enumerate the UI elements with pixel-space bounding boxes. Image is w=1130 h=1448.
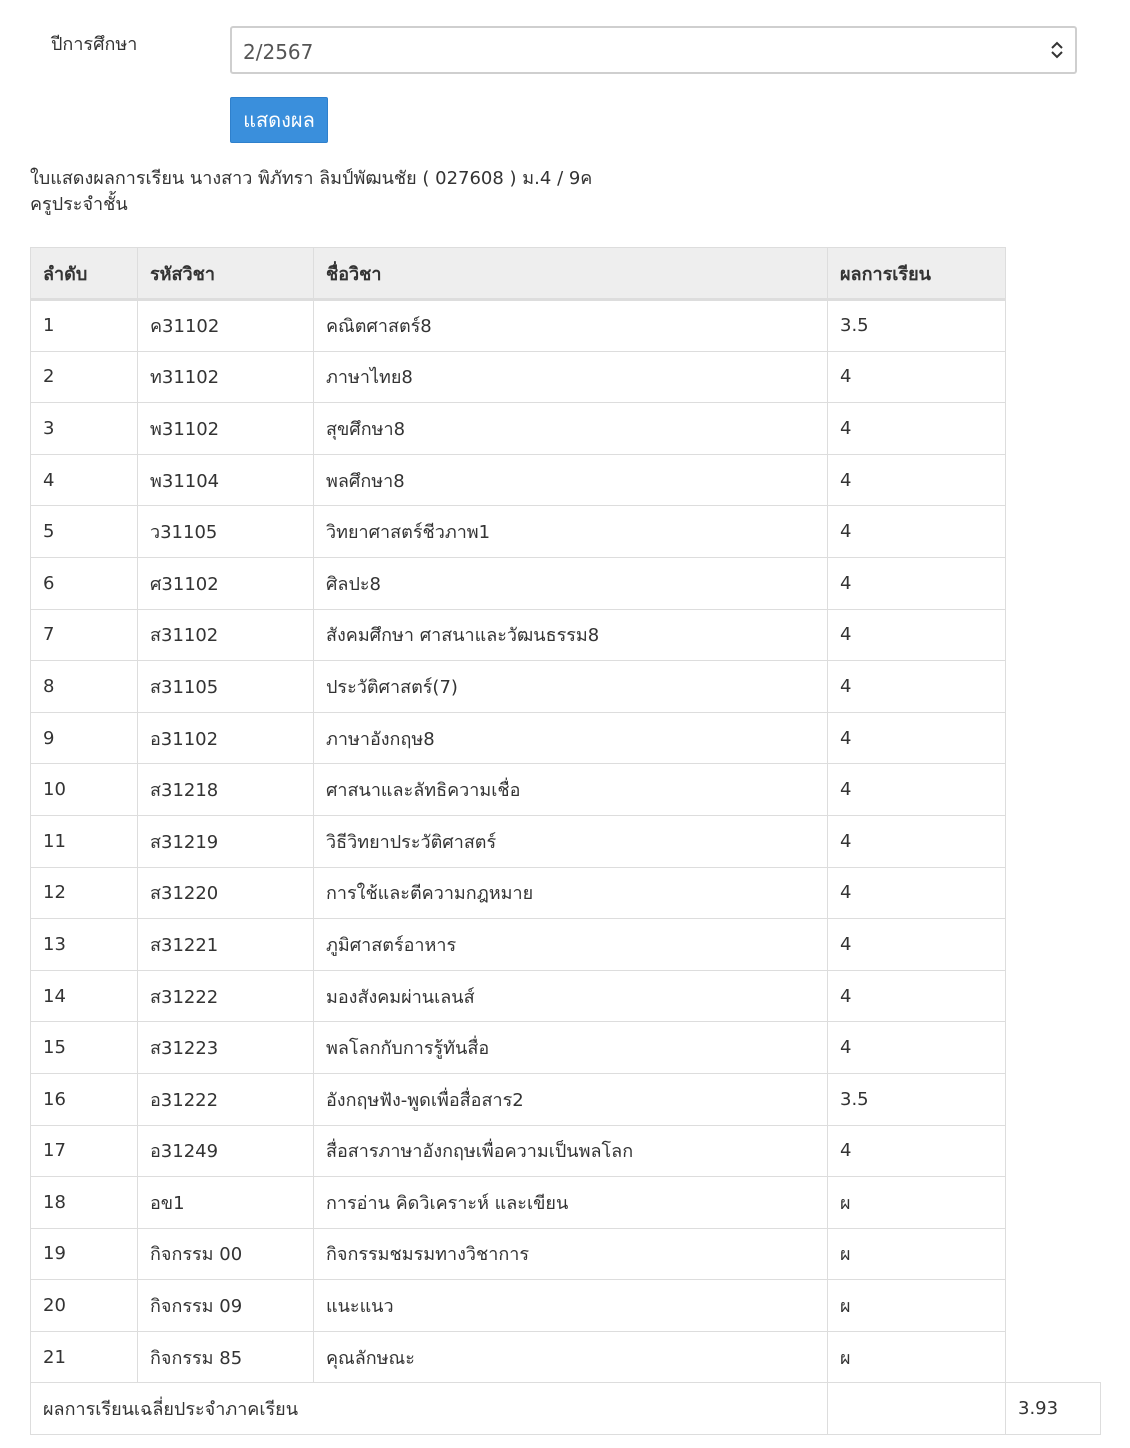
report-title: ใบแสดงผลการเรียน นางสาว พิภัทรา ลิมป์พัฒนชัย ( 027608 ) ม.4 / 9ค <box>30 168 593 189</box>
row-subject-code: ส31222 <box>138 970 314 1022</box>
row-subject-code: อ31102 <box>138 712 314 764</box>
row-subject-name: ศาสนาและลัทธิความเชื่อ <box>314 764 828 816</box>
row-subject-code: อ31249 <box>138 1125 314 1177</box>
table-row <box>31 661 1101 713</box>
row-order: 3 <box>31 403 138 455</box>
row-spacer <box>1006 712 1101 764</box>
table-row <box>31 1331 1101 1383</box>
row-grade: 4 <box>828 661 1006 713</box>
row-order: 11 <box>31 815 138 867</box>
row-spacer <box>1006 867 1101 919</box>
table-row <box>31 970 1101 1022</box>
row-subject-name: ภาษาไทย8 <box>314 351 828 403</box>
row-order: 6 <box>31 557 138 609</box>
header-subject-code: รหัสวิชา <box>138 248 314 300</box>
row-subject-name: ภาษาอังกฤษ8 <box>314 712 828 764</box>
gpa-row <box>31 1383 1101 1435</box>
year-label: ปีการศึกษา <box>51 34 138 55</box>
table-header-row <box>31 248 1101 300</box>
row-subject-code: ส31218 <box>138 764 314 816</box>
row-spacer <box>1006 300 1101 352</box>
row-spacer <box>1006 661 1101 713</box>
row-order: 12 <box>31 867 138 919</box>
row-order: 9 <box>31 712 138 764</box>
table-row <box>31 919 1101 971</box>
row-order: 10 <box>31 764 138 816</box>
row-grade: 4 <box>828 712 1006 764</box>
table-row <box>31 506 1101 558</box>
row-grade: ผ <box>828 1177 1006 1229</box>
gpa-label: ผลการเรียนเฉลี่ยประจำภาคเรียน <box>31 1383 828 1435</box>
gpa-value: 3.93 <box>1006 1383 1101 1435</box>
row-subject-code: กิจกรรม 85 <box>138 1331 314 1383</box>
report-header <box>30 166 592 218</box>
row-spacer <box>1006 1022 1101 1074</box>
row-subject-name: วิธีวิทยาประวัติศาสตร์ <box>314 815 828 867</box>
row-subject-name: สังคมศึกษา ศาสนาและวัฒนธรรม8 <box>314 609 828 661</box>
show-results-button[interactable]: แสดงผล <box>230 97 328 143</box>
row-subject-name: คุณลักษณะ <box>314 1331 828 1383</box>
row-spacer <box>1006 1331 1101 1383</box>
row-order: 8 <box>31 661 138 713</box>
row-grade: 4 <box>828 764 1006 816</box>
header-spacer <box>1006 248 1101 300</box>
row-subject-code: ส31105 <box>138 661 314 713</box>
row-subject-name: พลศึกษา8 <box>314 454 828 506</box>
table-row <box>31 1022 1101 1074</box>
table-row <box>31 351 1101 403</box>
table-row <box>31 815 1101 867</box>
row-subject-name: อังกฤษฟัง-พูดเพื่อสื่อสาร2 <box>314 1073 828 1125</box>
row-spacer <box>1006 1073 1101 1125</box>
table-row <box>31 609 1101 661</box>
row-subject-name: ภูมิศาสตร์อาหาร <box>314 919 828 971</box>
row-subject-name: มองสังคมผ่านเลนส์ <box>314 970 828 1022</box>
table-row <box>31 454 1101 506</box>
homeroom-teacher-label: ครูประจำชั้น <box>30 194 128 215</box>
row-order: 5 <box>31 506 138 558</box>
row-grade: ผ <box>828 1228 1006 1280</box>
table-row <box>31 557 1101 609</box>
row-grade: 4 <box>828 454 1006 506</box>
row-subject-name: การอ่าน คิดวิเคราะห์ และเขียน <box>314 1177 828 1229</box>
gpa-empty-cell <box>828 1383 1006 1435</box>
row-grade: 4 <box>828 815 1006 867</box>
row-subject-name: กิจกรรมชมรมทางวิชาการ <box>314 1228 828 1280</box>
row-subject-code: พ31102 <box>138 403 314 455</box>
row-spacer <box>1006 506 1101 558</box>
row-subject-name: ศิลปะ8 <box>314 557 828 609</box>
row-order: 2 <box>31 351 138 403</box>
header-order: ลำดับ <box>31 248 138 300</box>
row-order: 7 <box>31 609 138 661</box>
row-order: 16 <box>31 1073 138 1125</box>
row-grade: ผ <box>828 1331 1006 1383</box>
row-spacer <box>1006 351 1101 403</box>
grades-table <box>30 247 1101 1435</box>
row-subject-code: ว31105 <box>138 506 314 558</box>
row-grade: 4 <box>828 1022 1006 1074</box>
year-select-value: 2/2567 <box>243 40 314 64</box>
row-subject-name: วิทยาศาสตร์ชีวภาพ1 <box>314 506 828 558</box>
row-order: 4 <box>31 454 138 506</box>
table-row <box>31 300 1101 352</box>
row-subject-name: คณิตศาสตร์8 <box>314 300 828 352</box>
row-spacer <box>1006 1177 1101 1229</box>
row-subject-name: การใช้และตีความกฎหมาย <box>314 867 828 919</box>
year-select[interactable] <box>230 26 1077 74</box>
header-subject-name: ชื่อวิชา <box>314 248 828 300</box>
table-row <box>31 1228 1101 1280</box>
row-grade: 4 <box>828 970 1006 1022</box>
row-subject-name: ประวัติศาสตร์(7) <box>314 661 828 713</box>
row-order: 21 <box>31 1331 138 1383</box>
row-spacer <box>1006 815 1101 867</box>
table-row <box>31 1125 1101 1177</box>
row-subject-name: แนะแนว <box>314 1280 828 1332</box>
row-grade: 4 <box>828 919 1006 971</box>
row-subject-code: ค31102 <box>138 300 314 352</box>
row-subject-code: ศ31102 <box>138 557 314 609</box>
row-subject-name: สุขศึกษา8 <box>314 403 828 455</box>
row-subject-code: ส31102 <box>138 609 314 661</box>
row-order: 14 <box>31 970 138 1022</box>
row-grade: 3.5 <box>828 1073 1006 1125</box>
row-subject-code: ส31220 <box>138 867 314 919</box>
row-order: 19 <box>31 1228 138 1280</box>
chevron-updown-icon <box>1048 39 1066 61</box>
table-row <box>31 867 1101 919</box>
row-spacer <box>1006 1125 1101 1177</box>
table-row <box>31 403 1101 455</box>
row-grade: 4 <box>828 1125 1006 1177</box>
row-grade: ผ <box>828 1280 1006 1332</box>
row-subject-code: พ31104 <box>138 454 314 506</box>
row-subject-code: ส31223 <box>138 1022 314 1074</box>
row-spacer <box>1006 919 1101 971</box>
row-subject-code: ส31219 <box>138 815 314 867</box>
row-order: 17 <box>31 1125 138 1177</box>
row-order: 15 <box>31 1022 138 1074</box>
table-row <box>31 1073 1101 1125</box>
row-grade: 3.5 <box>828 300 1006 352</box>
row-spacer <box>1006 609 1101 661</box>
header-grade: ผลการเรียน <box>828 248 1006 300</box>
row-order: 1 <box>31 300 138 352</box>
table-row <box>31 1280 1101 1332</box>
row-spacer <box>1006 403 1101 455</box>
row-grade: 4 <box>828 557 1006 609</box>
row-grade: 4 <box>828 403 1006 455</box>
row-spacer <box>1006 970 1101 1022</box>
row-order: 18 <box>31 1177 138 1229</box>
table-row <box>31 764 1101 816</box>
row-subject-code: ส31221 <box>138 919 314 971</box>
row-spacer <box>1006 557 1101 609</box>
row-subject-code: อข1 <box>138 1177 314 1229</box>
row-subject-name: สื่อสารภาษาอังกฤษเพื่อความเป็นพลโลก <box>314 1125 828 1177</box>
table-row <box>31 712 1101 764</box>
row-spacer <box>1006 764 1101 816</box>
row-spacer <box>1006 1280 1101 1332</box>
row-grade: 4 <box>828 609 1006 661</box>
row-spacer <box>1006 1228 1101 1280</box>
row-subject-code: ท31102 <box>138 351 314 403</box>
row-subject-code: กิจกรรม 00 <box>138 1228 314 1280</box>
row-spacer <box>1006 454 1101 506</box>
row-grade: 4 <box>828 867 1006 919</box>
row-subject-name: พลโลกกับการรู้ทันสื่อ <box>314 1022 828 1074</box>
row-grade: 4 <box>828 351 1006 403</box>
row-subject-code: กิจกรรม 09 <box>138 1280 314 1332</box>
row-order: 20 <box>31 1280 138 1332</box>
table-row <box>31 1177 1101 1229</box>
row-subject-code: อ31222 <box>138 1073 314 1125</box>
row-grade: 4 <box>828 506 1006 558</box>
row-order: 13 <box>31 919 138 971</box>
